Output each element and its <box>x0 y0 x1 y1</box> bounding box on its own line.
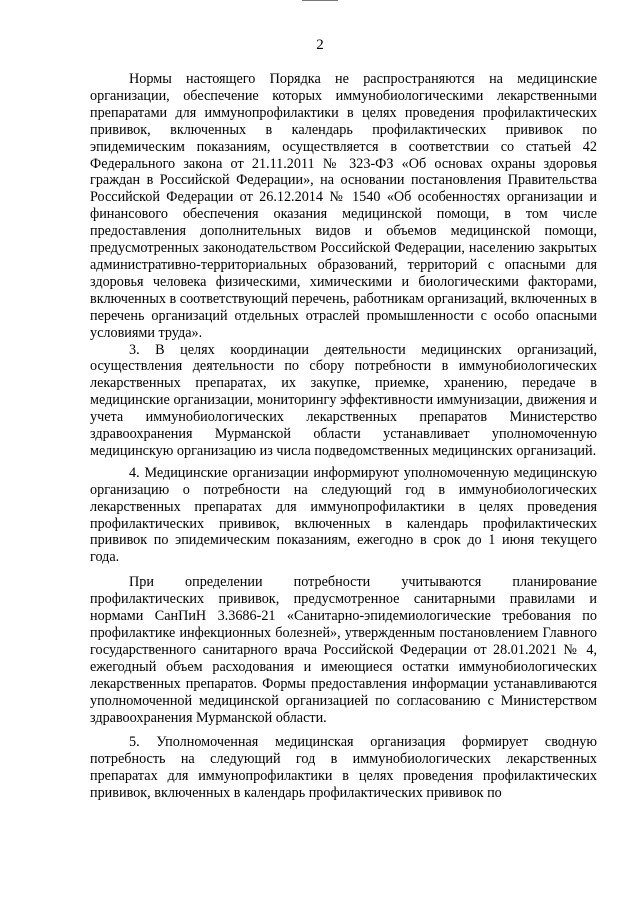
page-number: 2 <box>316 37 324 53</box>
paragraph: При определении потребности учитываются планирование профилактических прививок, предусмотренное санитарными правилами и нормами СанПиН 3.3686-21 «Санитарно-эпидемиологические требования по профилактике инфекционных болезней», утвержденным постановлением Главного государственного санитарного врача Российской Федерации от 28.01.2021 № 4, ежегодный объем расходования и имеющиеся остатки иммунобиологических лекарственных препаратов. Формы предоставления информации устанавливаются уполномоченной медицинской организацией по согласованию с Министерством здравоохранения Мурманской области. <box>90 574 597 726</box>
document-body <box>90 71 597 802</box>
paragraph: 5. Уполномоченная медицинская организация формирует сводную потребность на следующий год в иммунобиологических лекарственных препаратах для иммунопрофилактики в целях проведения профилактических прививок, включенных в календарь профилактических прививок по <box>90 734 597 802</box>
paragraph: 4. Медицинские организации информируют уполномоченную медицинскую организацию о потребности на следующий год в иммунобиологических лекарственных препаратах для иммунопрофилактики в целях проведения профилактических прививок, включенных в календарь профилактических прививок по эпидемическим показаниям, ежегодно в срок до 1 июня текущего года. <box>90 464 597 566</box>
paragraph: 3. В целях координации деятельности медицинских организаций, осуществления деятельности по сбору потребности в иммунобиологических лекарственных препаратах, их закупке, приемке, хранению, передаче в медицинские организации, мониторингу эффективности иммунизации, движения и учета иммунобиологических лекарственных препаратов Министерство здравоохранения Мурманской области устанавливает уполномоченную медицинскую организацию из числа подведомственных медицинских организаций. <box>90 341 597 459</box>
top-edge-mark <box>302 0 338 1</box>
paragraph: Нормы настоящего Порядка не распространяются на медицинские организации, обеспечение которых иммунобиологическими лекарственными препаратами для иммунопрофилактики в целях проведения профилактических прививок, включенных в календарь профилактических прививок по эпидемическим показаниям, осуществляется в соответствии со статьей 42 Федерального закона от 21.11.2011 № 323-ФЗ «Об основах охраны здоровья граждан в Российской Федерации», на основании постановления Правительства Российской Федерации от 26.12.2014 № 1540 «Об особенностях организации и финансового обеспечения оказания медицинской помощи, в том числе предоставления дополнительных видов и объемов медицинской помощи, предусмотренных законодательством Российской Федерации, населению закрытых административно-территориальных образований, территорий с опасными для здоровья человека физическими, химическими и биологическими факторами, включенных в соответствующий перечень, работникам организаций, включенных в перечень организаций отдельных отраслей промышленности с особо опасными условиями труда». <box>90 71 598 341</box>
